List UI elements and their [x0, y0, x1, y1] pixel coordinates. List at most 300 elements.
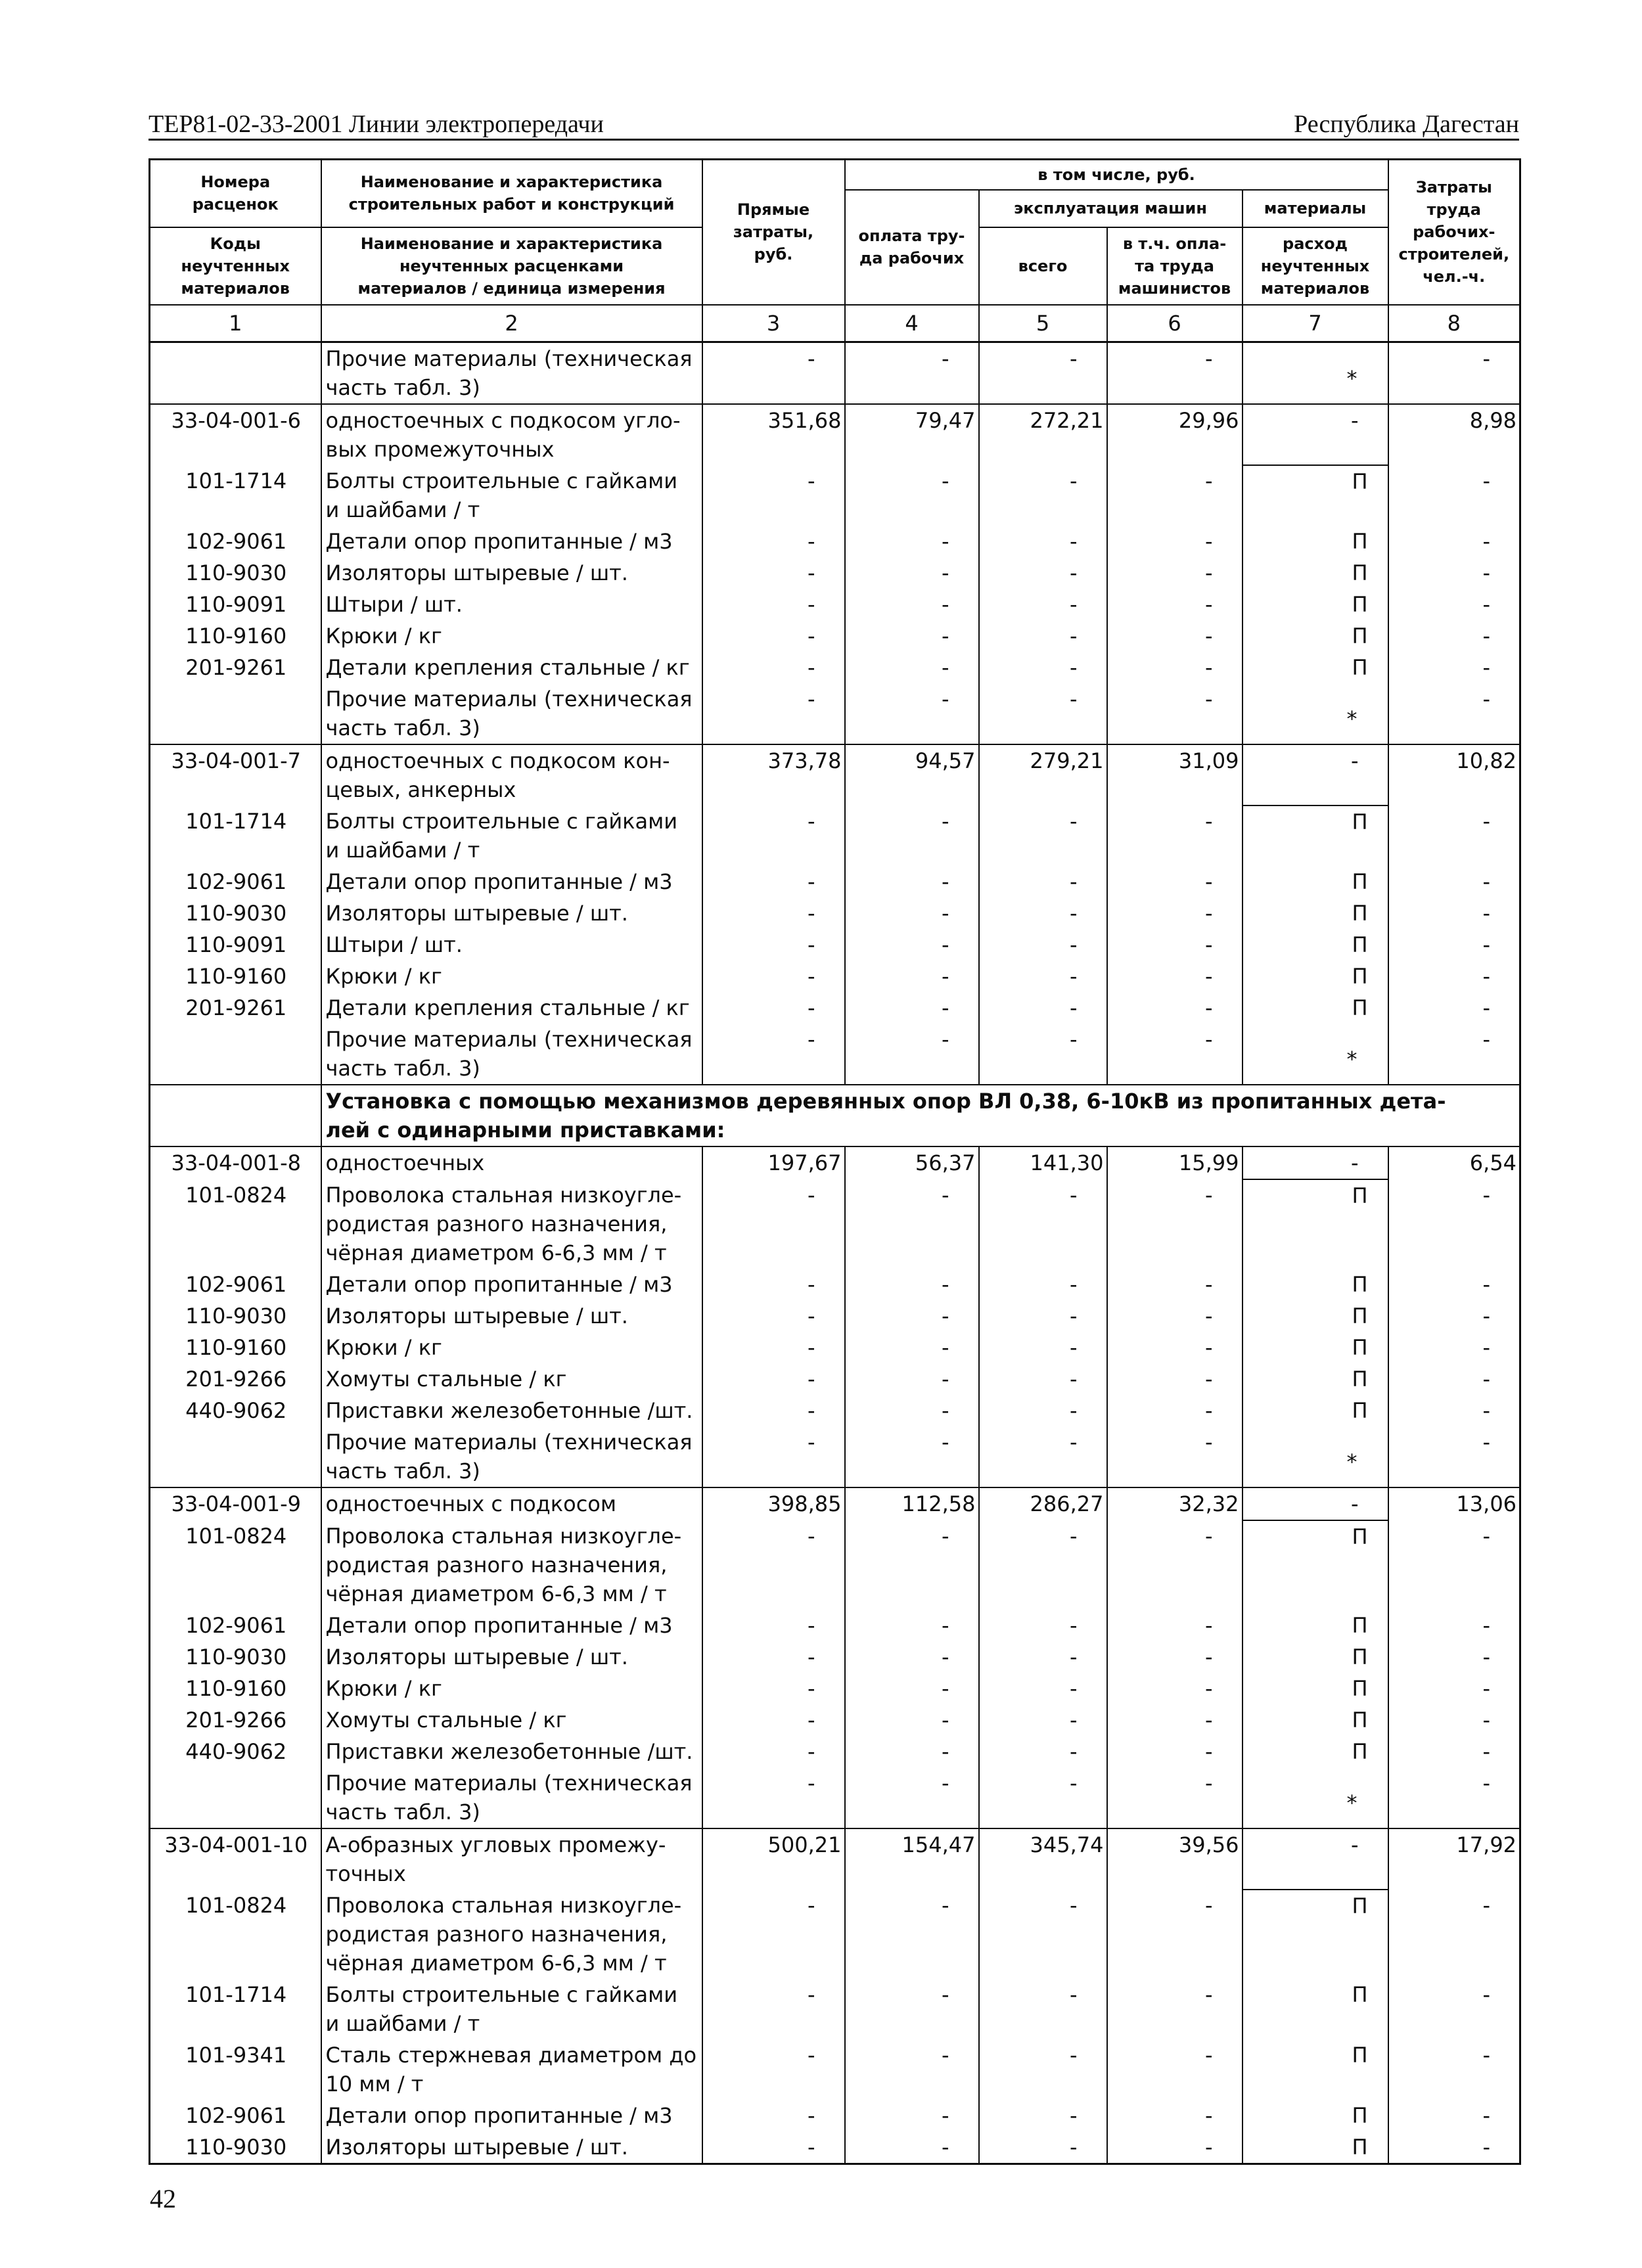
labor-costs-value: -: [1388, 1395, 1520, 1426]
labor-pay-value: -: [845, 897, 979, 929]
machinist-pay-value: -: [1107, 1520, 1243, 1610]
machinist-pay-value: -: [1107, 2039, 1243, 2100]
machinist-pay-value: -: [1107, 1024, 1243, 1085]
machine-total-value: -: [979, 1610, 1107, 1641]
rates-table: [148, 158, 1521, 2165]
machinist-pay-value: -: [1107, 992, 1243, 1024]
material-usage-value: П: [1243, 620, 1388, 652]
column-number: 4: [845, 305, 979, 342]
direct-costs-value: -: [702, 1979, 845, 2039]
header-rate-numbers: Номера расценок: [150, 160, 321, 227]
material-code: 110-9030: [150, 1641, 321, 1673]
material-usage-value: П: [1243, 1890, 1388, 1979]
material-name: Болты строительные с гайками и шайбами / т: [321, 805, 702, 866]
machinist-pay-value: -: [1107, 652, 1243, 683]
machine-total-value: -: [979, 897, 1107, 929]
machine-total-value: -: [979, 589, 1107, 620]
material-code: 110-9091: [150, 589, 321, 620]
labor-costs-value: -: [1388, 992, 1520, 1024]
machine-total-value: -: [979, 557, 1107, 589]
material-row: [150, 1300, 1520, 1332]
material-usage-value: П: [1243, 1979, 1388, 2039]
labor-pay-value: -: [845, 1300, 979, 1332]
material-usage-value: П: [1243, 929, 1388, 961]
direct-costs-value: -: [702, 683, 845, 744]
material-code: 440-9062: [150, 1736, 321, 1767]
material-row: [150, 961, 1520, 992]
code-cell: [150, 342, 321, 405]
machine-total-value: -: [979, 683, 1107, 744]
material-code: 201-9261: [150, 652, 321, 683]
material-name: Хомуты стальные / кг: [321, 1363, 702, 1395]
rate-code: 33-04-001-7: [150, 744, 321, 805]
material-usage-value: П: [1243, 1641, 1388, 1673]
header-labor-costs: Затраты труда рабочих- строителей, чел.-ч.: [1388, 160, 1520, 305]
direct-costs-value: -: [702, 2100, 845, 2131]
labor-costs-value: -: [1388, 526, 1520, 557]
labor-pay-value: -: [845, 1426, 979, 1487]
direct-costs-value: -: [702, 929, 845, 961]
material-code: 102-9061: [150, 1610, 321, 1641]
machinist-pay-value: -: [1107, 2131, 1243, 2164]
material-row: [150, 589, 1520, 620]
material-usage-value: П: [1243, 1610, 1388, 1641]
material-name: Приставки железобетонные /шт.: [321, 1736, 702, 1767]
labor-pay-value: -: [845, 2100, 979, 2131]
material-usage-value: П: [1243, 465, 1388, 526]
material-usage-value: П: [1243, 589, 1388, 620]
machinist-pay-value: -: [1107, 1979, 1243, 2039]
machine-total-value: -: [979, 1641, 1107, 1673]
material-row: [150, 805, 1520, 866]
direct-costs-value: -: [702, 1300, 845, 1332]
material-name: Крюки / кг: [321, 1673, 702, 1704]
labor-pay-value: -: [845, 2131, 979, 2164]
machinist-pay-value: -: [1107, 1269, 1243, 1300]
labor-pay-value: -: [845, 589, 979, 620]
machine-total-value: 279,21: [979, 744, 1107, 805]
machine-total-value: -: [979, 526, 1107, 557]
material-usage-value: П: [1243, 1673, 1388, 1704]
material-row: [150, 1520, 1520, 1610]
material-name: Крюки / кг: [321, 620, 702, 652]
other-row: [150, 1426, 1520, 1487]
labor-costs-value: -: [1388, 2131, 1520, 2164]
direct-costs-value: -: [702, 1332, 845, 1363]
direct-costs-value: 373,78: [702, 744, 845, 805]
material-usage-value: П: [1243, 1332, 1388, 1363]
direct-costs-value: -: [702, 1890, 845, 1979]
header-machinist-pay: в т.ч. опла- та труда машинистов: [1107, 227, 1243, 305]
labor-costs-value: -: [1388, 805, 1520, 866]
labor-pay-value: -: [845, 342, 979, 405]
material-row: [150, 1179, 1520, 1269]
header-material-codes: Коды неучтенных материалов: [150, 227, 321, 305]
material-name: Крюки / кг: [321, 961, 702, 992]
labor-costs-value: -: [1388, 1332, 1520, 1363]
machine-total-value: -: [979, 1395, 1107, 1426]
machinist-pay-value: -: [1107, 620, 1243, 652]
labor-pay-value: -: [845, 1363, 979, 1395]
material-row: [150, 620, 1520, 652]
material-name: Изоляторы штыревые / шт.: [321, 1641, 702, 1673]
section-heading: Установка с помощью механизмов деревянных опор ВЛ 0,38, 6-10кВ из пропитанных дета- лей с одинарными приставками:: [321, 1085, 1520, 1146]
direct-costs-value: -: [702, 1641, 845, 1673]
material-usage-value: П: [1243, 2039, 1388, 2100]
machine-total-value: -: [979, 1332, 1107, 1363]
machinist-pay-value: -: [1107, 1332, 1243, 1363]
material-usage-value: П: [1243, 652, 1388, 683]
machinist-pay-value: -: [1107, 1890, 1243, 1979]
machine-total-value: -: [979, 1736, 1107, 1767]
material-usage-value: П: [1243, 2100, 1388, 2131]
machine-total-value: -: [979, 620, 1107, 652]
material-name: Изоляторы штыревые / шт.: [321, 557, 702, 589]
machine-total-value: -: [979, 1673, 1107, 1704]
table-header: [150, 160, 1520, 342]
material-name: Хомуты стальные / кг: [321, 1704, 702, 1736]
material-row: [150, 1332, 1520, 1363]
material-code: 102-9061: [150, 2100, 321, 2131]
labor-pay-value: -: [845, 866, 979, 897]
material-name: Детали опор пропитанные / м3: [321, 2100, 702, 2131]
labor-costs-value: -: [1388, 961, 1520, 992]
rate-row: [150, 404, 1520, 465]
machine-total-value: 345,74: [979, 1828, 1107, 1890]
material-code: 110-9160: [150, 961, 321, 992]
machinist-pay-value: -: [1107, 1179, 1243, 1269]
other-row: [150, 1767, 1520, 1828]
direct-costs-value: -: [702, 1179, 845, 1269]
material-usage-value: П: [1243, 805, 1388, 866]
labor-costs-value: -: [1388, 1641, 1520, 1673]
material-usage-value: *: [1243, 342, 1388, 405]
machine-total-value: -: [979, 1426, 1107, 1487]
labor-pay-value: -: [845, 1767, 979, 1828]
labor-pay-value: -: [845, 1179, 979, 1269]
machinist-pay-value: -: [1107, 342, 1243, 405]
material-row: [150, 929, 1520, 961]
material-name: Прочие материалы (техническая часть табл. 3): [321, 1426, 702, 1487]
work-name: одностоечных с подкосом угло- вых промежуточных: [321, 404, 702, 465]
direct-costs-value: -: [702, 1395, 845, 1426]
material-usage-value: -: [1243, 1487, 1388, 1520]
machine-total-value: -: [979, 652, 1107, 683]
labor-pay-value: -: [845, 1024, 979, 1085]
material-row: [150, 2100, 1520, 2131]
direct-costs-value: -: [702, 897, 845, 929]
header-direct-costs: Прямые затраты, руб.: [702, 160, 845, 305]
labor-costs-value: 17,92: [1388, 1828, 1520, 1890]
machine-total-value: -: [979, 1767, 1107, 1828]
direct-costs-value: -: [702, 652, 845, 683]
material-name: Детали опор пропитанные / м3: [321, 526, 702, 557]
rate-code: 33-04-001-9: [150, 1487, 321, 1520]
direct-costs-value: -: [702, 866, 845, 897]
region-name: Республика Дагестан: [1294, 110, 1519, 138]
labor-pay-value: -: [845, 992, 979, 1024]
direct-costs-value: -: [702, 2131, 845, 2164]
labor-costs-value: -: [1388, 1736, 1520, 1767]
labor-costs-value: 13,06: [1388, 1487, 1520, 1520]
labor-costs-value: -: [1388, 465, 1520, 526]
header-machine-total: всего: [979, 227, 1107, 305]
material-usage-value: П: [1243, 1269, 1388, 1300]
material-row: [150, 652, 1520, 683]
material-code: 110-9030: [150, 897, 321, 929]
labor-costs-value: 8,98: [1388, 404, 1520, 465]
labor-pay-value: -: [845, 961, 979, 992]
material-name: Прочие материалы (техническая часть табл. 3): [321, 1024, 702, 1085]
material-row: [150, 1979, 1520, 2039]
material-usage-value: -: [1243, 404, 1388, 465]
material-usage-value: П: [1243, 1520, 1388, 1610]
material-code: 110-9160: [150, 1332, 321, 1363]
direct-costs-value: -: [702, 1767, 845, 1828]
direct-costs-value: -: [702, 1363, 845, 1395]
machine-total-value: -: [979, 465, 1107, 526]
direct-costs-value: -: [702, 342, 845, 405]
material-row: [150, 1641, 1520, 1673]
material-name: Прочие материалы (техническая часть табл. 3): [321, 1767, 702, 1828]
material-usage-value: *: [1243, 1024, 1388, 1085]
labor-costs-value: -: [1388, 1673, 1520, 1704]
machine-total-value: 286,27: [979, 1487, 1107, 1520]
machine-total-value: -: [979, 992, 1107, 1024]
material-code: 102-9061: [150, 866, 321, 897]
header-machine-ops: эксплуатация машин: [979, 190, 1243, 227]
material-code: 101-1714: [150, 1979, 321, 2039]
material-row: [150, 465, 1520, 526]
labor-pay-value: -: [845, 1269, 979, 1300]
machine-total-value: -: [979, 1520, 1107, 1610]
code-cell: [150, 1024, 321, 1085]
material-row: [150, 1269, 1520, 1300]
material-usage-value: П: [1243, 961, 1388, 992]
material-name: Приставки железобетонные /шт.: [321, 1395, 702, 1426]
header-labor-pay: оплата тру- да рабочих: [845, 190, 979, 305]
material-code: 440-9062: [150, 1395, 321, 1426]
material-code: 110-9030: [150, 2131, 321, 2164]
work-name: одностоечных с подкосом кон- цевых, анкерных: [321, 744, 702, 805]
material-code: 201-9266: [150, 1363, 321, 1395]
machine-total-value: -: [979, 929, 1107, 961]
labor-pay-value: -: [845, 620, 979, 652]
code-cell: [150, 1426, 321, 1487]
rate-row: [150, 1487, 1520, 1520]
labor-pay-value: -: [845, 1979, 979, 2039]
machine-total-value: -: [979, 1890, 1107, 1979]
material-name: Проволока стальная низкоугле- родистая разного назначения, чёрная диаметром 6-6,3 мм / т: [321, 1890, 702, 1979]
material-name: Проволока стальная низкоугле- родистая разного назначения, чёрная диаметром 6-6,3 мм / т: [321, 1520, 702, 1610]
other-row: [150, 683, 1520, 744]
material-usage-value: П: [1243, 526, 1388, 557]
machinist-pay-value: -: [1107, 2100, 1243, 2131]
direct-costs-value: 351,68: [702, 404, 845, 465]
column-numbers-row: [150, 305, 1520, 342]
material-usage-value: П: [1243, 1395, 1388, 1426]
material-code: 101-1714: [150, 805, 321, 866]
material-name: Болты строительные с гайками и шайбами / т: [321, 1979, 702, 2039]
direct-costs-value: -: [702, 2039, 845, 2100]
direct-costs-value: -: [702, 589, 845, 620]
direct-costs-value: 398,85: [702, 1487, 845, 1520]
labor-costs-value: -: [1388, 683, 1520, 744]
material-name: Прочие материалы (техническая часть табл. 3): [321, 342, 702, 405]
column-number: 6: [1107, 305, 1243, 342]
labor-pay-value: -: [845, 1332, 979, 1363]
machinist-pay-value: -: [1107, 1363, 1243, 1395]
machinist-pay-value: -: [1107, 589, 1243, 620]
material-name: Изоляторы штыревые / шт.: [321, 2131, 702, 2164]
labor-pay-value: 154,47: [845, 1828, 979, 1890]
material-row: [150, 992, 1520, 1024]
machine-total-value: -: [979, 1179, 1107, 1269]
material-row: [150, 866, 1520, 897]
material-usage-value: П: [1243, 1300, 1388, 1332]
machine-total-value: -: [979, 866, 1107, 897]
labor-pay-value: -: [845, 2039, 979, 2100]
column-number: 5: [979, 305, 1107, 342]
labor-costs-value: -: [1388, 2100, 1520, 2131]
header-material-usage: расход неучтенных материалов: [1243, 227, 1388, 305]
labor-costs-value: -: [1388, 1363, 1520, 1395]
direct-costs-value: -: [702, 1736, 845, 1767]
material-name: Прочие материалы (техническая часть табл. 3): [321, 683, 702, 744]
table-body: [150, 342, 1520, 2164]
column-number: 8: [1388, 305, 1520, 342]
direct-costs-value: 500,21: [702, 1828, 845, 1890]
material-usage-value: П: [1243, 1179, 1388, 1269]
direct-costs-value: -: [702, 465, 845, 526]
column-number: 1: [150, 305, 321, 342]
machine-total-value: -: [979, 2100, 1107, 2131]
material-name: Детали опор пропитанные / м3: [321, 1269, 702, 1300]
machinist-pay-value: -: [1107, 526, 1243, 557]
labor-pay-value: -: [845, 929, 979, 961]
labor-costs-value: 6,54: [1388, 1146, 1520, 1179]
material-row: [150, 1736, 1520, 1767]
machinist-pay-value: 15,99: [1107, 1146, 1243, 1179]
material-row: [150, 1890, 1520, 1979]
rate-code: 33-04-001-8: [150, 1146, 321, 1179]
machinist-pay-value: -: [1107, 683, 1243, 744]
material-code: 101-1714: [150, 465, 321, 526]
code-cell: [150, 1767, 321, 1828]
code-cell: [150, 683, 321, 744]
labor-costs-value: -: [1388, 589, 1520, 620]
material-name: Детали опор пропитанные / м3: [321, 1610, 702, 1641]
material-usage-value: -: [1243, 744, 1388, 805]
material-code: 201-9266: [150, 1704, 321, 1736]
labor-costs-value: -: [1388, 620, 1520, 652]
material-row: [150, 1395, 1520, 1426]
machinist-pay-value: -: [1107, 1767, 1243, 1828]
material-row: [150, 2039, 1520, 2100]
machine-total-value: -: [979, 2131, 1107, 2164]
material-name: Штыри / шт.: [321, 589, 702, 620]
material-code: 110-9160: [150, 1673, 321, 1704]
machinist-pay-value: -: [1107, 465, 1243, 526]
material-usage-value: П: [1243, 1736, 1388, 1767]
running-head: [148, 105, 1519, 141]
material-row: [150, 557, 1520, 589]
machinist-pay-value: -: [1107, 866, 1243, 897]
machinist-pay-value: -: [1107, 1736, 1243, 1767]
material-usage-value: -: [1243, 1828, 1388, 1890]
labor-pay-value: 79,47: [845, 404, 979, 465]
labor-pay-value: 56,37: [845, 1146, 979, 1179]
material-code: 102-9061: [150, 526, 321, 557]
header-material-name: Наименование и характеристика неучтенных расценками материалов / единица измерения: [321, 227, 702, 305]
labor-costs-value: -: [1388, 1610, 1520, 1641]
work-name: одностоечных с подкосом: [321, 1487, 702, 1520]
material-name: Крюки / кг: [321, 1332, 702, 1363]
direct-costs-value: -: [702, 526, 845, 557]
material-usage-value: *: [1243, 1426, 1388, 1487]
machinist-pay-value: -: [1107, 805, 1243, 866]
material-name: Сталь стержневая диаметром до 10 мм / т: [321, 2039, 702, 2100]
labor-costs-value: -: [1388, 1704, 1520, 1736]
machine-total-value: -: [979, 961, 1107, 992]
material-usage-value: П: [1243, 1363, 1388, 1395]
machine-total-value: -: [979, 2039, 1107, 2100]
machine-total-value: -: [979, 1300, 1107, 1332]
labor-costs-value: -: [1388, 557, 1520, 589]
material-name: Детали опор пропитанные / м3: [321, 866, 702, 897]
material-row: [150, 1673, 1520, 1704]
material-code: 110-9091: [150, 929, 321, 961]
labor-pay-value: -: [845, 652, 979, 683]
material-name: Проволока стальная низкоугле- родистая разного назначения, чёрная диаметром 6-6,3 мм / т: [321, 1179, 702, 1269]
column-number: 7: [1243, 305, 1388, 342]
material-usage-value: *: [1243, 683, 1388, 744]
material-name: Болты строительные с гайками и шайбами / т: [321, 465, 702, 526]
machinist-pay-value: 31,09: [1107, 744, 1243, 805]
direct-costs-value: -: [702, 557, 845, 589]
machinist-pay-value: 32,32: [1107, 1487, 1243, 1520]
labor-costs-value: -: [1388, 1767, 1520, 1828]
direct-costs-value: -: [702, 1610, 845, 1641]
work-name: одностоечных: [321, 1146, 702, 1179]
labor-pay-value: -: [845, 1890, 979, 1979]
labor-costs-value: -: [1388, 1179, 1520, 1269]
material-usage-value: П: [1243, 1704, 1388, 1736]
machinist-pay-value: -: [1107, 897, 1243, 929]
material-name: Изоляторы штыревые / шт.: [321, 897, 702, 929]
labor-costs-value: -: [1388, 1300, 1520, 1332]
machinist-pay-value: -: [1107, 1610, 1243, 1641]
machine-total-value: -: [979, 1269, 1107, 1300]
header-work-name: Наименование и характеристика строительных работ и конструкций: [321, 160, 702, 227]
material-usage-value: -: [1243, 1146, 1388, 1179]
machinist-pay-value: -: [1107, 557, 1243, 589]
page-number: 42: [150, 2184, 176, 2213]
rate-row: [150, 1146, 1520, 1179]
section-code-cell: [150, 1085, 321, 1146]
labor-costs-value: -: [1388, 1890, 1520, 1979]
material-code: 110-9030: [150, 1300, 321, 1332]
machine-total-value: -: [979, 1979, 1107, 2039]
machinist-pay-value: 39,56: [1107, 1828, 1243, 1890]
material-code: 101-0824: [150, 1179, 321, 1269]
direct-costs-value: -: [702, 805, 845, 866]
machine-total-value: -: [979, 1363, 1107, 1395]
machine-total-value: -: [979, 1704, 1107, 1736]
machinist-pay-value: -: [1107, 929, 1243, 961]
material-usage-value: П: [1243, 557, 1388, 589]
machinist-pay-value: 29,96: [1107, 404, 1243, 465]
